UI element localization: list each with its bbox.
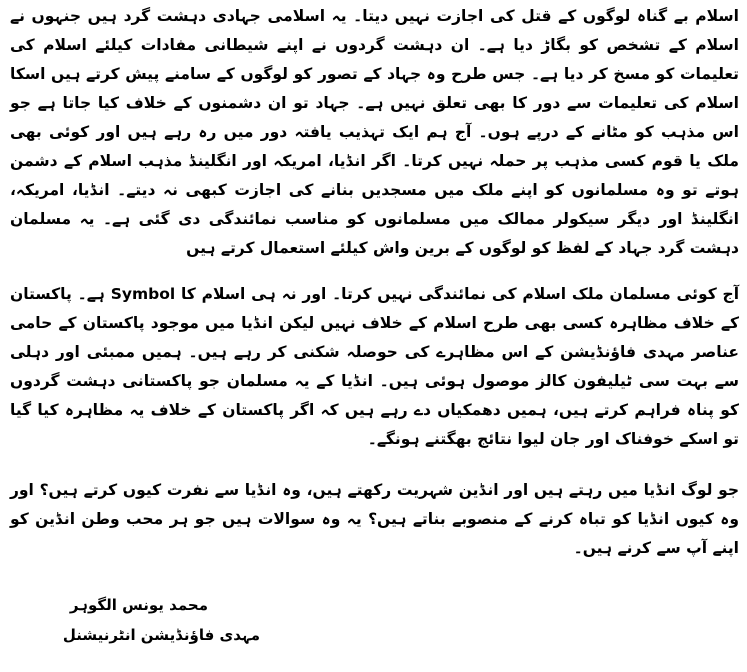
signature-block	[60, 590, 260, 650]
paragraph-3: جو لوگ انڈیا میں رہتے ہیں اور انڈین شہریت رکھتے ہیں، وہ انڈیا سے نفرت کیوں کرتے ہیں؟ اور وہ کیوں انڈیا کو تباہ کرنے کے منصوبے بناتے ہیں؟ یہ وہ سوالات ہیں جو ہر محب وطن انڈین کو اپنے آپ سے کرنے ہیں۔	[10, 481, 739, 557]
signature-organization: مہدی فاؤنڈیشن انٹرنیشنل	[62, 626, 260, 644]
paragraph-2: آج کوئی مسلمان ملک اسلام کی نمائندگی نہیں کرتا۔ اور نہ ہی اسلام کا Symbol ہے۔ پاکستان کے خلاف مظاہرہ کسی بھی طرح اسلام کے خلاف نہیں لیکن انڈیا میں موجود پاکستان کے حامی عناصر مہدی فاؤنڈیشن کے اس مظاہرے کی حوصلہ شکنی کر رہے ہیں۔ ہمیں ممبئی اور دہلی سے بہت سی ٹیلیفون کالز موصول ہوئی ہیں۔ انڈیا کے یہ مسلمان جو پاکستانی دہشت گردوں کو پناہ فراہم کرتے ہیں، ہمیں دھمکیاں دے رہے ہیں کہ اگر پاکستان کے خلاف یہ مظاہرہ کیا گیا تو اسکے خوفناک اور جان لیوا نتائج بھگتنے ہونگے۔	[10, 285, 740, 448]
paragraph-1: اسلام بے گناہ لوگوں کے قتل کی اجازت نہیں دیتا۔ یہ اسلامی جہادی دہشت گرد ہیں جنہوں نے اسلام کے تشخص کو بگاڑ دیا ہے۔ ان دہشت گردوں نے اپنے شیطانی مفادات کیلئے اسلام کی تعلیمات کو مسخ کر دیا ہے۔ جس طرح وہ جہاد کے تصور کو لوگوں کے سامنے پیش کرتے ہیں اسکا اسلام کی تعلیمات سے دور کا بھی تعلق نہیں ہے۔ جہاد تو ان دشمنوں کے خلاف کیا جاتا ہے جو اس مذہب کو مٹانے کے درپے ہوں۔ آج ہم ایک تہذیب یافتہ دور میں رہ رہے ہیں اور کوئی بھی ملک یا قوم کسی مذہب پر حملہ نہیں کرتا۔ اگر انڈیا، امریکہ اور انگلینڈ مذہب اسلام کے دشمن ہوتے تو وہ مسلمانوں کو اپنے ملک میں مسجدیں بنانے کی اجازت کبھی نہ دیتے۔ انڈیا، امریکہ، انگلینڈ اور دیگر سیکولر ممالک میں مسلمانوں کو مناسب نمائندگی دی گئی ہے۔ یہ مسلمان دہشت گرد جہاد کے لفظ کو لوگوں کے برین واش کیلئے استعمال کرتے ہیں	[10, 7, 739, 257]
signature-name: محمد یونس الگوہر	[69, 596, 208, 614]
